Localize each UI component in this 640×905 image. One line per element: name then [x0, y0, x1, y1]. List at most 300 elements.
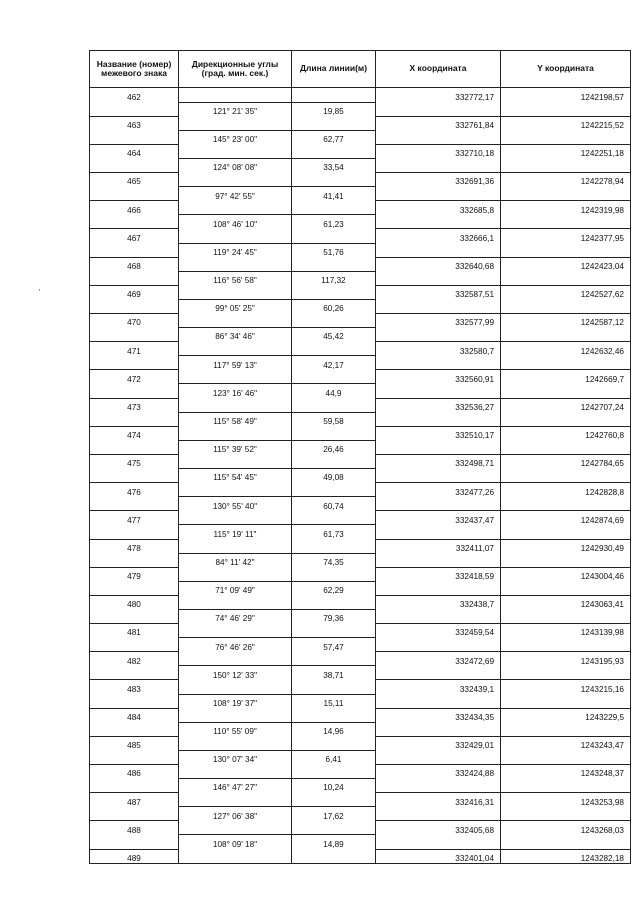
empty-cell	[376, 243, 501, 257]
direction-angle: 119° 24' 45"	[179, 243, 292, 257]
point-name: 489	[90, 849, 179, 864]
empty-cell	[90, 694, 179, 708]
direction-angle: 74° 46' 29"	[179, 609, 292, 623]
x-coordinate: 332477,26	[376, 483, 501, 497]
empty-cell	[90, 299, 179, 313]
line-length: 59,58	[292, 412, 376, 426]
empty-cell	[292, 624, 376, 638]
empty-cell	[90, 553, 179, 567]
point-row	[90, 426, 631, 440]
empty-cell	[90, 215, 179, 229]
empty-cell	[179, 736, 292, 750]
empty-cell	[376, 412, 501, 426]
point-name: 469	[90, 285, 179, 299]
x-coordinate: 332405,68	[376, 821, 501, 835]
empty-cell	[501, 271, 631, 285]
point-row	[90, 454, 631, 468]
empty-cell	[376, 835, 501, 849]
empty-cell	[376, 102, 501, 116]
line-length: 60,26	[292, 299, 376, 313]
line-row	[90, 158, 631, 172]
line-row	[90, 666, 631, 680]
point-row	[90, 398, 631, 412]
y-coordinate: 1242377,95	[501, 229, 631, 243]
point-name: 475	[90, 454, 179, 468]
line-length: 19,85	[292, 102, 376, 116]
point-row	[90, 173, 631, 187]
y-coordinate: 1243195,93	[501, 652, 631, 666]
empty-cell	[90, 807, 179, 821]
empty-cell	[501, 609, 631, 623]
y-coordinate: 1242669,7	[501, 370, 631, 384]
direction-angle: 108° 19' 37"	[179, 694, 292, 708]
line-row	[90, 807, 631, 821]
point-row	[90, 229, 631, 243]
empty-cell	[292, 652, 376, 666]
point-name: 467	[90, 229, 179, 243]
line-length: 14,96	[292, 722, 376, 736]
empty-cell	[179, 173, 292, 187]
x-coordinate: 332411,07	[376, 539, 501, 553]
empty-cell	[179, 144, 292, 158]
header-line-length: Длина линии(м)	[292, 51, 376, 88]
point-row	[90, 765, 631, 779]
y-coordinate: 1242930,49	[501, 539, 631, 553]
line-row	[90, 835, 631, 849]
x-coordinate: 332761,84	[376, 116, 501, 130]
empty-cell	[179, 229, 292, 243]
empty-cell	[501, 215, 631, 229]
x-coordinate: 332429,01	[376, 736, 501, 750]
empty-cell	[501, 243, 631, 257]
line-length: 51,76	[292, 243, 376, 257]
empty-cell	[179, 595, 292, 609]
y-coordinate: 1243215,16	[501, 680, 631, 694]
point-name: 464	[90, 144, 179, 158]
line-row	[90, 497, 631, 511]
point-row	[90, 567, 631, 581]
point-row	[90, 88, 631, 103]
direction-angle: 150° 12' 33"	[179, 666, 292, 680]
x-coordinate: 332424,88	[376, 765, 501, 779]
point-name: 483	[90, 680, 179, 694]
y-coordinate: 1242319,98	[501, 201, 631, 215]
empty-cell	[90, 835, 179, 849]
empty-cell	[292, 680, 376, 694]
direction-angle: 116° 56' 58"	[179, 271, 292, 285]
empty-cell	[90, 412, 179, 426]
line-length: 61,73	[292, 525, 376, 539]
line-row	[90, 412, 631, 426]
empty-cell	[292, 314, 376, 328]
point-row	[90, 342, 631, 356]
empty-cell	[501, 187, 631, 201]
empty-cell	[376, 779, 501, 793]
point-name: 463	[90, 116, 179, 130]
empty-cell	[292, 229, 376, 243]
empty-cell	[90, 328, 179, 342]
direction-angle: 146° 47' 27"	[179, 779, 292, 793]
point-row	[90, 595, 631, 609]
point-name: 487	[90, 793, 179, 807]
point-name: 486	[90, 765, 179, 779]
direction-angle: 97° 42' 55"	[179, 187, 292, 201]
direction-angle: 115° 54' 45"	[179, 469, 292, 483]
y-coordinate: 1242278,94	[501, 173, 631, 187]
empty-cell	[292, 285, 376, 299]
point-row	[90, 652, 631, 666]
x-coordinate: 332437,47	[376, 511, 501, 525]
point-row	[90, 257, 631, 271]
point-name: 468	[90, 257, 179, 271]
point-name: 480	[90, 595, 179, 609]
empty-cell	[90, 750, 179, 764]
empty-cell	[501, 807, 631, 821]
point-name: 479	[90, 567, 179, 581]
point-row	[90, 144, 631, 158]
empty-cell	[292, 454, 376, 468]
empty-cell	[501, 779, 631, 793]
x-coordinate: 332498,71	[376, 454, 501, 468]
direction-angle: 108° 46' 10"	[179, 215, 292, 229]
empty-cell	[292, 595, 376, 609]
line-row	[90, 356, 631, 370]
x-coordinate: 332434,35	[376, 708, 501, 722]
line-row	[90, 243, 631, 257]
direction-angle: 117° 59' 13"	[179, 356, 292, 370]
empty-cell	[292, 398, 376, 412]
x-coordinate: 332401,04	[376, 849, 501, 864]
x-coordinate: 332416,31	[376, 793, 501, 807]
point-name: 476	[90, 483, 179, 497]
empty-cell	[179, 511, 292, 525]
direction-angle: 110° 55' 09"	[179, 722, 292, 736]
x-coordinate: 332560,91	[376, 370, 501, 384]
point-row	[90, 708, 631, 722]
empty-cell	[501, 158, 631, 172]
empty-cell	[292, 116, 376, 130]
empty-cell	[501, 694, 631, 708]
header-direction-angle: Дирекционные углы (град. мин. сек.)	[179, 51, 292, 88]
point-row	[90, 116, 631, 130]
empty-cell	[90, 609, 179, 623]
line-length: 45,42	[292, 328, 376, 342]
empty-cell	[501, 750, 631, 764]
empty-cell	[179, 88, 292, 103]
line-row	[90, 130, 631, 144]
empty-cell	[376, 807, 501, 821]
point-name: 478	[90, 539, 179, 553]
y-coordinate: 1242527,62	[501, 285, 631, 299]
direction-angle: 127° 06' 38"	[179, 807, 292, 821]
empty-cell	[501, 130, 631, 144]
point-name: 485	[90, 736, 179, 750]
empty-cell	[292, 426, 376, 440]
y-coordinate: 1243004,46	[501, 567, 631, 581]
empty-cell	[90, 384, 179, 398]
empty-cell	[179, 398, 292, 412]
table-body	[90, 88, 631, 864]
empty-cell	[292, 370, 376, 384]
empty-cell	[179, 454, 292, 468]
empty-cell	[292, 342, 376, 356]
empty-cell	[179, 680, 292, 694]
direction-angle: 115° 39' 52"	[179, 440, 292, 454]
empty-cell	[501, 356, 631, 370]
empty-cell	[501, 102, 631, 116]
point-name: 462	[90, 88, 179, 103]
empty-cell	[179, 821, 292, 835]
direction-angle: 130° 55' 40"	[179, 497, 292, 511]
empty-cell	[376, 638, 501, 652]
scan-speck	[39, 289, 40, 291]
empty-cell	[501, 328, 631, 342]
line-row	[90, 609, 631, 623]
line-length: 79,36	[292, 609, 376, 623]
y-coordinate: 1242251,18	[501, 144, 631, 158]
empty-cell	[179, 116, 292, 130]
line-row	[90, 525, 631, 539]
point-row	[90, 680, 631, 694]
empty-cell	[501, 497, 631, 511]
line-row	[90, 722, 631, 736]
point-name: 477	[90, 511, 179, 525]
y-coordinate: 1242784,65	[501, 454, 631, 468]
line-row	[90, 581, 631, 595]
line-row	[90, 299, 631, 313]
direction-angle: 145° 23' 00"	[179, 130, 292, 144]
empty-cell	[292, 765, 376, 779]
direction-angle: 76° 46' 26"	[179, 638, 292, 652]
empty-cell	[179, 793, 292, 807]
line-row	[90, 440, 631, 454]
y-coordinate: 1242760,8	[501, 426, 631, 440]
line-row	[90, 694, 631, 708]
empty-cell	[501, 525, 631, 539]
line-row	[90, 187, 631, 201]
point-row	[90, 624, 631, 638]
x-coordinate: 332577,99	[376, 314, 501, 328]
x-coordinate: 332587,51	[376, 285, 501, 299]
point-name: 470	[90, 314, 179, 328]
y-coordinate: 1243243,47	[501, 736, 631, 750]
empty-cell	[376, 158, 501, 172]
line-length: 62,29	[292, 581, 376, 595]
empty-cell	[376, 440, 501, 454]
empty-cell	[90, 271, 179, 285]
empty-cell	[90, 722, 179, 736]
point-name: 474	[90, 426, 179, 440]
empty-cell	[90, 356, 179, 370]
empty-cell	[376, 553, 501, 567]
empty-cell	[179, 652, 292, 666]
empty-cell	[501, 469, 631, 483]
line-row	[90, 102, 631, 116]
line-length: 10,24	[292, 779, 376, 793]
y-coordinate: 1242423,04	[501, 257, 631, 271]
point-row	[90, 849, 631, 864]
line-row	[90, 779, 631, 793]
empty-cell	[501, 412, 631, 426]
empty-cell	[90, 102, 179, 116]
direction-angle: 124° 08' 08"	[179, 158, 292, 172]
empty-cell	[501, 835, 631, 849]
point-name: 471	[90, 342, 179, 356]
point-name: 482	[90, 652, 179, 666]
empty-cell	[376, 666, 501, 680]
empty-cell	[179, 539, 292, 553]
direction-angle: 121° 21' 35"	[179, 102, 292, 116]
empty-cell	[90, 440, 179, 454]
direction-angle: 115° 19' 11"	[179, 525, 292, 539]
empty-cell	[376, 130, 501, 144]
empty-cell	[90, 779, 179, 793]
empty-cell	[179, 483, 292, 497]
line-length: 26,46	[292, 440, 376, 454]
line-length: 33,54	[292, 158, 376, 172]
empty-cell	[292, 539, 376, 553]
direction-angle: 130° 07' 34"	[179, 750, 292, 764]
empty-cell	[292, 567, 376, 581]
direction-angle: 71° 09' 49"	[179, 581, 292, 595]
empty-cell	[376, 271, 501, 285]
line-row	[90, 638, 631, 652]
header-row	[90, 51, 631, 88]
y-coordinate: 1242874,69	[501, 511, 631, 525]
empty-cell	[376, 722, 501, 736]
empty-cell	[376, 356, 501, 370]
line-row	[90, 215, 631, 229]
x-coordinate: 332685,8	[376, 201, 501, 215]
line-row	[90, 328, 631, 342]
line-length: 61,23	[292, 215, 376, 229]
empty-cell	[376, 609, 501, 623]
empty-cell	[179, 708, 292, 722]
direction-angle: 84° 11' 42"	[179, 553, 292, 567]
line-row	[90, 384, 631, 398]
empty-cell	[501, 722, 631, 736]
x-coordinate: 332472,69	[376, 652, 501, 666]
x-coordinate: 332580,7	[376, 342, 501, 356]
empty-cell	[376, 469, 501, 483]
x-coordinate: 332439,1	[376, 680, 501, 694]
empty-cell	[179, 285, 292, 299]
line-row	[90, 469, 631, 483]
empty-cell	[292, 88, 376, 103]
empty-cell	[90, 187, 179, 201]
empty-cell	[179, 201, 292, 215]
point-row	[90, 370, 631, 384]
x-coordinate: 332510,17	[376, 426, 501, 440]
point-row	[90, 201, 631, 215]
line-length: 6,41	[292, 750, 376, 764]
empty-cell	[501, 666, 631, 680]
point-name: 472	[90, 370, 179, 384]
empty-cell	[376, 384, 501, 398]
boundary-coordinates-table	[89, 50, 631, 864]
empty-cell	[292, 821, 376, 835]
empty-cell	[292, 144, 376, 158]
line-length: 15,11	[292, 694, 376, 708]
empty-cell	[179, 370, 292, 384]
line-length: 74,35	[292, 553, 376, 567]
point-name: 488	[90, 821, 179, 835]
x-coordinate: 332640,68	[376, 257, 501, 271]
empty-cell	[376, 750, 501, 764]
empty-cell	[376, 525, 501, 539]
empty-cell	[292, 511, 376, 525]
empty-cell	[90, 158, 179, 172]
line-length: 49,08	[292, 469, 376, 483]
line-length: 44,9	[292, 384, 376, 398]
point-row	[90, 483, 631, 497]
y-coordinate: 1243063,41	[501, 595, 631, 609]
header-x-coordinate: X координата	[376, 51, 501, 88]
empty-cell	[292, 708, 376, 722]
direction-angle: 115° 58' 49"	[179, 412, 292, 426]
line-length: 60,74	[292, 497, 376, 511]
point-name: 484	[90, 708, 179, 722]
line-row	[90, 553, 631, 567]
y-coordinate: 1242707,24	[501, 398, 631, 412]
empty-cell	[292, 173, 376, 187]
empty-cell	[90, 130, 179, 144]
line-row	[90, 750, 631, 764]
point-row	[90, 539, 631, 553]
direction-angle: 99° 05' 25"	[179, 299, 292, 313]
empty-cell	[179, 342, 292, 356]
empty-cell	[292, 849, 376, 864]
y-coordinate: 1243248,37	[501, 765, 631, 779]
direction-angle: 123° 16' 46"	[179, 384, 292, 398]
empty-cell	[90, 581, 179, 595]
y-coordinate: 1242632,46	[501, 342, 631, 356]
point-name: 473	[90, 398, 179, 412]
point-row	[90, 736, 631, 750]
empty-cell	[90, 638, 179, 652]
line-length: 38,71	[292, 666, 376, 680]
point-name: 465	[90, 173, 179, 187]
empty-cell	[501, 384, 631, 398]
empty-cell	[376, 299, 501, 313]
header-point-name: Название (номер) межевого знака	[90, 51, 179, 88]
line-length: 42,17	[292, 356, 376, 370]
line-length: 57,47	[292, 638, 376, 652]
direction-angle: 86° 34' 46"	[179, 328, 292, 342]
empty-cell	[179, 765, 292, 779]
empty-cell	[292, 201, 376, 215]
empty-cell	[179, 426, 292, 440]
empty-cell	[501, 440, 631, 454]
empty-cell	[376, 187, 501, 201]
line-row	[90, 271, 631, 285]
point-row	[90, 314, 631, 328]
x-coordinate: 332459,54	[376, 624, 501, 638]
point-row	[90, 793, 631, 807]
empty-cell	[90, 469, 179, 483]
y-coordinate: 1242828,8	[501, 483, 631, 497]
x-coordinate: 332418,59	[376, 567, 501, 581]
y-coordinate: 1243268,03	[501, 821, 631, 835]
empty-cell	[90, 525, 179, 539]
x-coordinate: 332710,18	[376, 144, 501, 158]
y-coordinate: 1243139,98	[501, 624, 631, 638]
empty-cell	[501, 299, 631, 313]
x-coordinate: 332438,7	[376, 595, 501, 609]
empty-cell	[292, 736, 376, 750]
empty-cell	[501, 638, 631, 652]
empty-cell	[179, 849, 292, 864]
